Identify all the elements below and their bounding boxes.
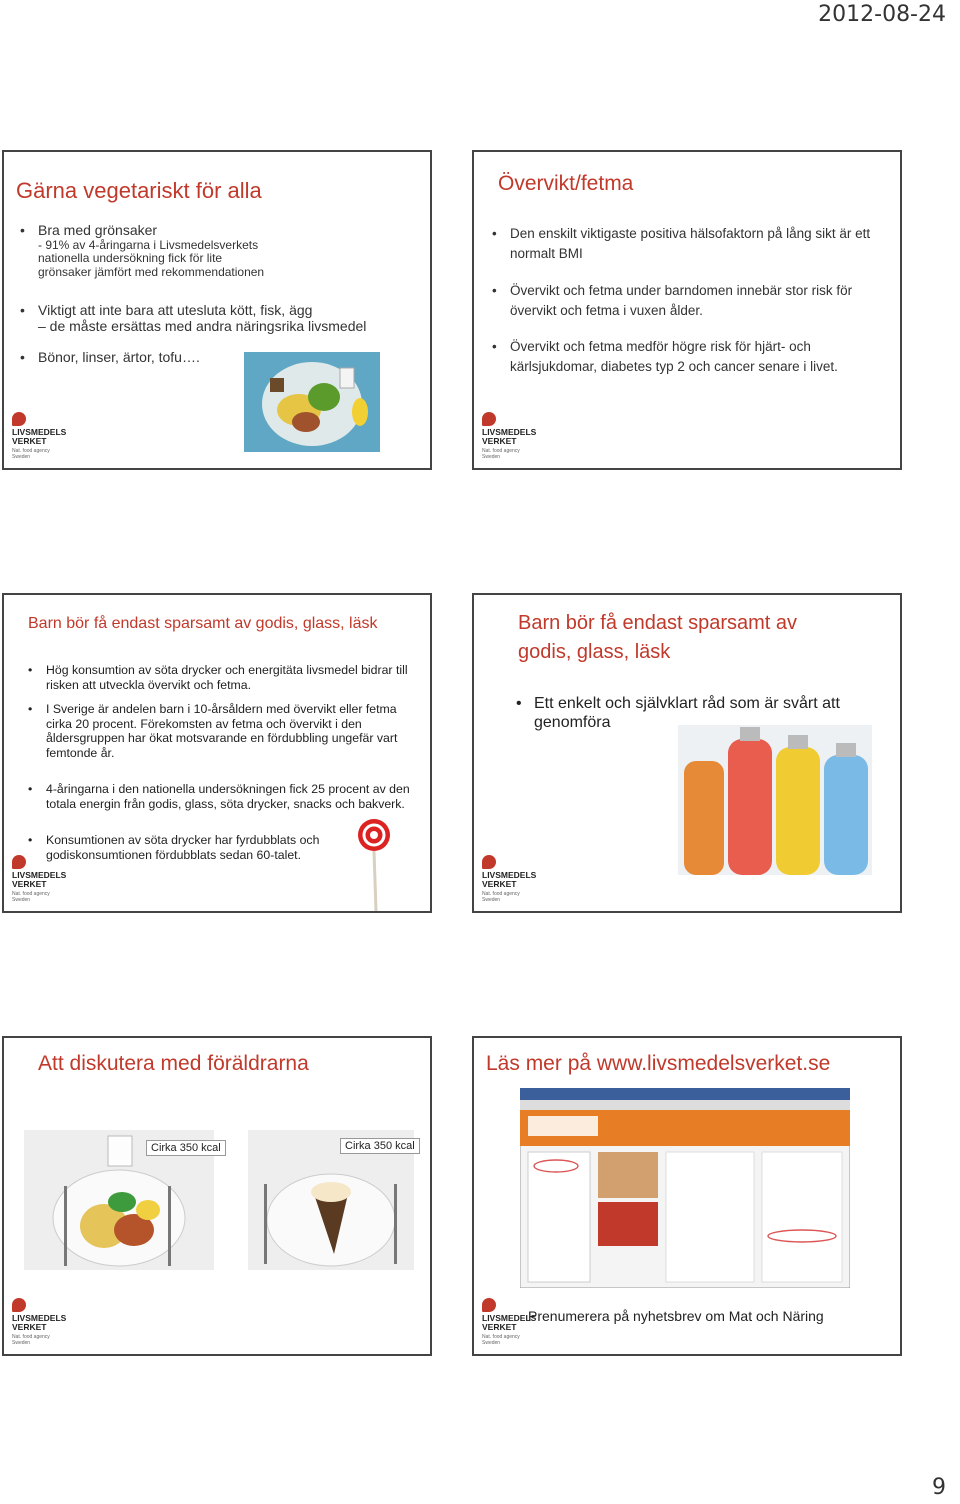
slide-overweight <box>472 150 902 470</box>
slide-sweets-advice <box>472 593 902 913</box>
bullet: • Bra med grönsaker - 91% av 4-åringarna i Livsmedelsverkets nationella undersökning fick för lite grönsaker jämfört med rekommendationen <box>16 222 426 280</box>
slide-title: Barn bör få endast sparsamt av godis, glass, läsk <box>518 612 798 663</box>
bullet: • Övervikt och fetma under barndomen innebär stor risk för övervikt och fetma i vuxen ålder. <box>488 281 900 322</box>
livsmedelsverket-logo: LIVSMEDELS VERKET Nat. food agency Sweden <box>482 412 538 464</box>
bullet: • Viktigt att inte bara att utesluta kött, fisk, ägg – de måste ersättas med andra näringsrika livsmedel <box>16 302 426 335</box>
page-date: 2012-08-24 <box>818 2 946 27</box>
slide-discuss-parents <box>2 1036 432 1356</box>
bullet: • Bönor, linser, ärtor, tofu…. <box>16 349 426 366</box>
newsletter-text: Prenumerera på nyhetsbrev om Mat och Näring <box>528 1308 824 1324</box>
livsmedelsverket-logo: LIVSMEDELS VERKET Nat. food agency Sweden <box>12 412 68 464</box>
bullet: • 4-åringarna i den nationella undersökningen fick 25 procent av den totala energin från godis, glass, söta drycker, snacks och bakverk. <box>24 782 414 811</box>
slide-title: Läs mer på www.livsmedelsverket.se <box>486 1052 831 1075</box>
slide-read-more <box>472 1036 902 1356</box>
calorie-label-left: Cirka 350 kcal <box>146 1140 226 1156</box>
bullet: • Den enskilt viktigaste positiva hälsofaktorn på lång sikt är ett normalt BMI <box>488 224 900 265</box>
slide-vegetarian <box>2 150 432 470</box>
slide-title: Att diskutera med föräldrarna <box>38 1052 309 1075</box>
bullet: • Konsumtionen av söta drycker har fyrdubblats och godiskonsumtionen fördubblats sedan 60-talet. <box>24 833 344 862</box>
livsmedelsverket-logo: LIVSMEDELS VERKET Nat. food agency Sweden <box>12 1298 68 1350</box>
calorie-label-right: Cirka 350 kcal <box>340 1138 420 1154</box>
slide-title: Gärna vegetariskt för alla <box>16 178 262 203</box>
slide-title: Barn bör få endast sparsamt av godis, glass, läsk <box>28 615 378 632</box>
vegetarian-plate-image <box>244 352 380 452</box>
soda-bottles-image <box>678 725 872 875</box>
bullet: • Övervikt och fetma medför högre risk för hjärt- och kärlsjukdomar, diabetes typ 2 och cancer senare i livet. <box>488 337 900 378</box>
slide-title: Övervikt/fetma <box>498 172 634 195</box>
livsmedelsverket-logo: LIVSMEDELS VERKET Nat. food agency Sweden <box>482 1298 538 1350</box>
livsmedelsverket-logo: LIVSMEDELS VERKET Nat. food agency Sweden <box>12 855 68 907</box>
bullet: • I Sverige är andelen barn i 10-årsåldern med övervikt eller fetma cirka 20 procent. Förekomsten av fetma och övervikt i den åldersgruppen har ökat motsvarande en fördubbling ungefär vart femtonde år. <box>24 702 414 760</box>
lollipop-image <box>354 817 394 913</box>
bullet: • Ett enkelt och självklart råd som är svårt att genomföra <box>512 695 892 733</box>
website-screenshot-image <box>520 1088 850 1288</box>
page-number: 9 <box>932 1475 946 1500</box>
bullet: • Hög konsumtion av söta drycker och energitäta livsmedel bidrar till risken att utveckla övervikt och fetma. <box>24 663 414 692</box>
livsmedelsverket-logo: LIVSMEDELS VERKET Nat. food agency Sweden <box>482 855 538 907</box>
slide-sweets <box>2 593 432 913</box>
